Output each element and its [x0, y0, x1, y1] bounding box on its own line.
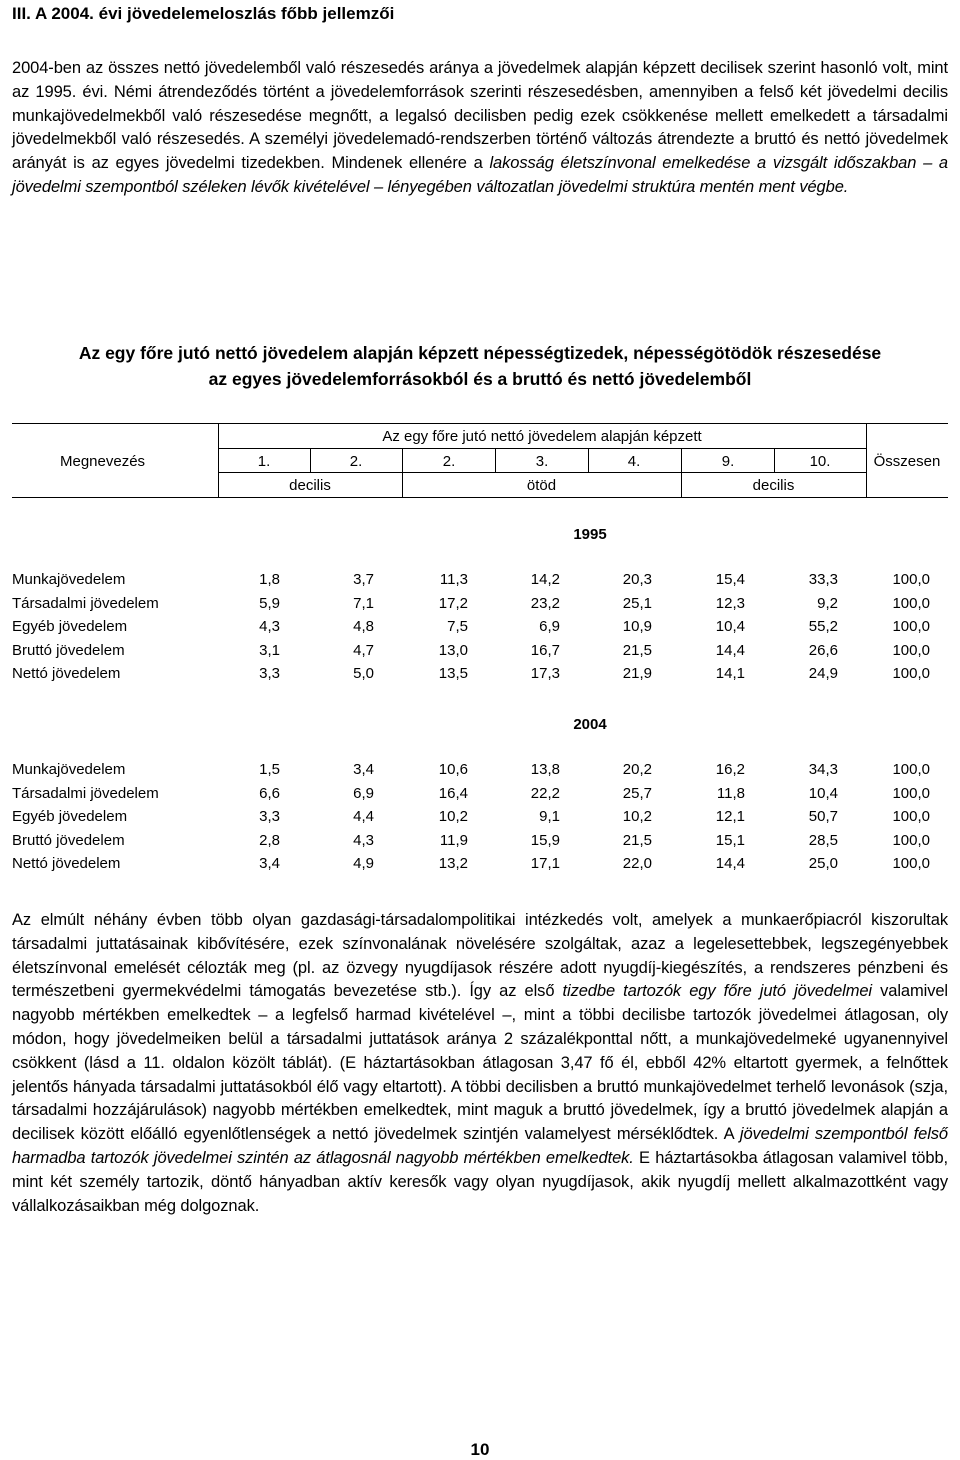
row-value: 3,4 — [353, 761, 374, 778]
row-value: 16,2 — [715, 761, 745, 778]
row-value: 25,0 — [808, 855, 838, 873]
row-value: 14,4 — [715, 855, 745, 873]
row-value: 2,8 — [259, 831, 280, 849]
row-value: 10,4 — [808, 784, 838, 802]
row-value: 13,8 — [530, 761, 560, 778]
row-value: 28,5 — [808, 831, 838, 849]
row-value: 100,0 — [892, 641, 930, 659]
row-value: 3,4 — [259, 855, 280, 873]
table-title — [12, 340, 948, 392]
row-value: 100,0 — [892, 855, 930, 873]
row-value: 25,1 — [622, 594, 652, 612]
row-label: Munkajövedelem — [12, 761, 126, 778]
header-group-rule — [218, 448, 866, 449]
row-value: 20,3 — [622, 571, 652, 588]
row-value: 100,0 — [892, 618, 930, 636]
header-cols-rule — [218, 472, 866, 473]
row-value: 17,3 — [530, 665, 560, 683]
row-value: 4,7 — [353, 641, 374, 659]
intro-italic-text: lakosság életszínvonal emelkedése a vizsgált időszakban – a jövedelmi szempontból széleken lévők kivételével – lényegében változatlan jövedelmi struktúra mentén ment végbe. — [12, 154, 948, 196]
row-value: 11,9 — [439, 831, 468, 849]
row-value: 55,2 — [808, 618, 838, 636]
row-value: 16,7 — [530, 641, 560, 659]
row-value: 22,0 — [622, 855, 652, 873]
row-value: 1,8 — [259, 571, 280, 588]
row-value: 34,3 — [808, 761, 838, 778]
row-value: 14,1 — [715, 665, 745, 683]
header-sub-label: ötöd — [526, 477, 557, 494]
header-col-label: 10. — [809, 453, 831, 470]
row-value: 5,0 — [353, 665, 374, 683]
row-value: 13,5 — [438, 665, 468, 683]
row-value: 23,2 — [530, 594, 560, 612]
header-col-sep — [310, 448, 311, 472]
header-name-col: Megnevezés — [60, 453, 146, 470]
row-value: 4,3 — [353, 831, 374, 849]
row-value: 3,7 — [353, 571, 374, 588]
year-label: 2004 — [573, 716, 607, 733]
row-value: 12,1 — [715, 808, 745, 826]
row-label: Bruttó jövedelem — [12, 641, 125, 659]
intro-text: 2004-ben az összes nettó jövedelemből való részesedés aránya a jövedelmek alapján képzett decilisek szerint hasonló volt, mint az 1995. évi. Némi átrendeződés történt a jövedelemforrások szerinti részesedésben, amennyiben a felső két jövedelmi decilis munkajövedelmekből való részesedése megnőtt, a legalsó decilisben pedig ezek csökkenése mellett emelkedett a társadalmi jövedelmekből való részesedés. A személyi jövedelemadó-rendszerben történő változás átrendezte a bruttó és nettó jövedelmek arányát is az egyes jövedelmi tizedekben. Mindenek ellenére a — [12, 59, 948, 173]
header-total: Összesen — [873, 453, 941, 470]
header-col-sep — [495, 448, 496, 472]
row-value: 9,1 — [539, 808, 560, 826]
row-label: Munkajövedelem — [12, 571, 126, 588]
row-value: 17,1 — [530, 855, 560, 873]
header-col-label: 1. — [257, 453, 271, 470]
row-value: 7,5 — [447, 618, 468, 636]
row-value: 20,2 — [622, 761, 652, 778]
closing-text-a: Az elmúlt néhány évben több olyan gazdasági-társadalompolitikai intézkedés volt, amelyek a munkaerőpiacról kiszorultak társadalmi juttatásainak kibővítésére, ezek színvonalának növelésére szolgáltak, azaz a legelesettebbek, legszegényebbek életszínvonal emelését célozták meg (pl. az özvegy nyugdíjasok részére adott nyugdíj-kiegészítés, a rendszeres pénzbeni és természetbeni gyermekvédelmi támogatás bevezetése stb.). Így az első — [12, 911, 948, 1001]
row-value: 7,1 — [353, 594, 374, 612]
closing-paragraph — [12, 909, 948, 1218]
row-value: 4,4 — [353, 808, 374, 826]
row-value: 17,2 — [438, 594, 468, 612]
row-value: 3,3 — [259, 665, 280, 683]
row-value: 26,6 — [808, 641, 838, 659]
row-label: Társadalmi jövedelem — [12, 594, 159, 612]
row-value: 33,3 — [808, 571, 838, 588]
row-value: 13,2 — [438, 855, 468, 873]
row-value: 100,0 — [892, 665, 930, 683]
row-value: 100,0 — [892, 831, 930, 849]
row-label: Nettó jövedelem — [12, 665, 121, 683]
row-label: Egyéb jövedelem — [12, 618, 128, 636]
row-value: 5,9 — [259, 594, 280, 612]
intro-paragraph — [12, 57, 948, 200]
header-col-sep — [774, 448, 775, 472]
income-share-table — [12, 0, 948, 1460]
row-value: 22,2 — [530, 784, 560, 802]
row-value: 100,0 — [892, 761, 930, 778]
section-heading: III. A 2004. évi jövedelemeloszlás főbb jellemzői — [12, 4, 395, 23]
row-value: 21,9 — [622, 665, 652, 683]
row-value: 14,4 — [715, 641, 745, 659]
row-value: 21,5 — [622, 831, 652, 849]
row-value: 11,8 — [716, 784, 745, 802]
row-value: 10,9 — [622, 618, 652, 636]
row-value: 3,1 — [259, 641, 280, 659]
table-title-line-2: az egyes jövedelemforrásokból és a bruttó és nettó jövedelemből — [208, 369, 752, 389]
header-col-sep — [588, 448, 589, 472]
row-value: 100,0 — [892, 571, 930, 588]
closing-text-e: E háztartásokba átlagosan valamivel több, mint két személy tartozik, döntő hányadban aktív keresők vagy olyan nyugdíjasok, akik nyugdíj mellett alkalmazottként vagy vállalkozásaikban még dolgoznak. — [12, 1148, 949, 1215]
row-value: 3,3 — [259, 808, 280, 826]
header-col-label: 2. — [349, 453, 363, 470]
closing-italic-d: jövedelmi szempontból felső harmadba tartozók jövedelmei szintén az átlagosnál nagyobb mértékben emelkedtek. — [12, 1125, 948, 1167]
row-value: 50,7 — [808, 808, 838, 826]
row-value: 10,2 — [622, 808, 652, 826]
row-label: Nettó jövedelem — [12, 855, 121, 873]
row-value: 100,0 — [892, 594, 930, 612]
row-value: 15,1 — [715, 831, 745, 849]
row-value: 1,5 — [259, 761, 280, 778]
row-value: 15,9 — [530, 831, 560, 849]
row-value: 13,0 — [438, 641, 468, 659]
row-value: 4,3 — [259, 618, 280, 636]
row-value: 4,8 — [353, 618, 374, 636]
row-value: 10,2 — [438, 808, 468, 826]
row-value: 12,3 — [715, 594, 745, 612]
row-value: 14,2 — [530, 571, 560, 588]
header-sub-label: decilis — [289, 477, 331, 494]
row-value: 16,4 — [438, 784, 468, 802]
row-value: 15,4 — [715, 571, 745, 588]
header-col-label: 2. — [442, 453, 456, 470]
row-label: Társadalmi jövedelem — [12, 784, 159, 802]
row-value: 10,6 — [438, 761, 468, 778]
row-value: 6,6 — [259, 784, 280, 802]
page-number: 10 — [470, 1440, 490, 1459]
header-sub-label: decilis — [752, 477, 795, 494]
row-value: 21,5 — [622, 641, 652, 659]
table-header-bottom-rule — [12, 497, 948, 498]
row-value: 100,0 — [892, 784, 930, 802]
table-title-line-1: Az egy főre jutó nettó jövedelem alapján képzett népességtizedek, népességötödök részesedése — [78, 343, 882, 363]
row-value: 10,4 — [715, 618, 745, 636]
closing-italic-b: tizedbe tartozók egy főre jutó jövedelmei — [562, 982, 872, 1001]
row-value: 100,0 — [892, 808, 930, 826]
closing-text-c: valamivel nagyobb mértékben emelkedtek – a legfelső harmad kivételével –, mint a többi decilisbe tartozók jövedelmei átlagosan, oly módon, hogy jövedelmeiken belül a társadalmi juttatások aránya 2 százalékponttal nőtt, a munkajövedelmeké ugyanennyivel csökkent (lásd a 11. oldalon közölt táblát). (E háztartásokban átlagosan 3,47 fő él, ebből 42% eltartott gyermek, a felnőttek jelentős hányada társadalmi juttatásokból élő vagy eltartott). A többi decilisben a bruttó munkajövedelmet terhelő levonások (szja, társadalmi hozzájárulások) nagyobb mértékben emelkedtek, mint maguk a bruttó jövedelmek, így a bruttó jövedelmek alapján a decilisek között előálló egyenlőtlenségek a nettó jövedelmek szintjén valamelyest mérséklődtek. A — [12, 982, 949, 1144]
row-value: 11,3 — [439, 571, 468, 588]
header-col-label: 9. — [721, 453, 735, 470]
row-value: 25,7 — [622, 784, 652, 802]
header-col-label: 4. — [627, 453, 641, 470]
row-value: 6,9 — [539, 618, 560, 636]
row-value: 9,2 — [817, 594, 838, 612]
table-top-rule — [12, 423, 948, 424]
row-value: 6,9 — [353, 784, 374, 802]
header-col-label: 3. — [535, 453, 549, 470]
row-label: Egyéb jövedelem — [12, 808, 128, 826]
row-value: 4,9 — [353, 855, 374, 873]
row-value: 24,9 — [808, 665, 838, 683]
header-group-label: Az egy főre jutó nettó jövedelem alapján képzett — [382, 428, 702, 445]
year-label: 1995 — [573, 526, 607, 543]
row-label: Bruttó jövedelem — [12, 831, 125, 849]
